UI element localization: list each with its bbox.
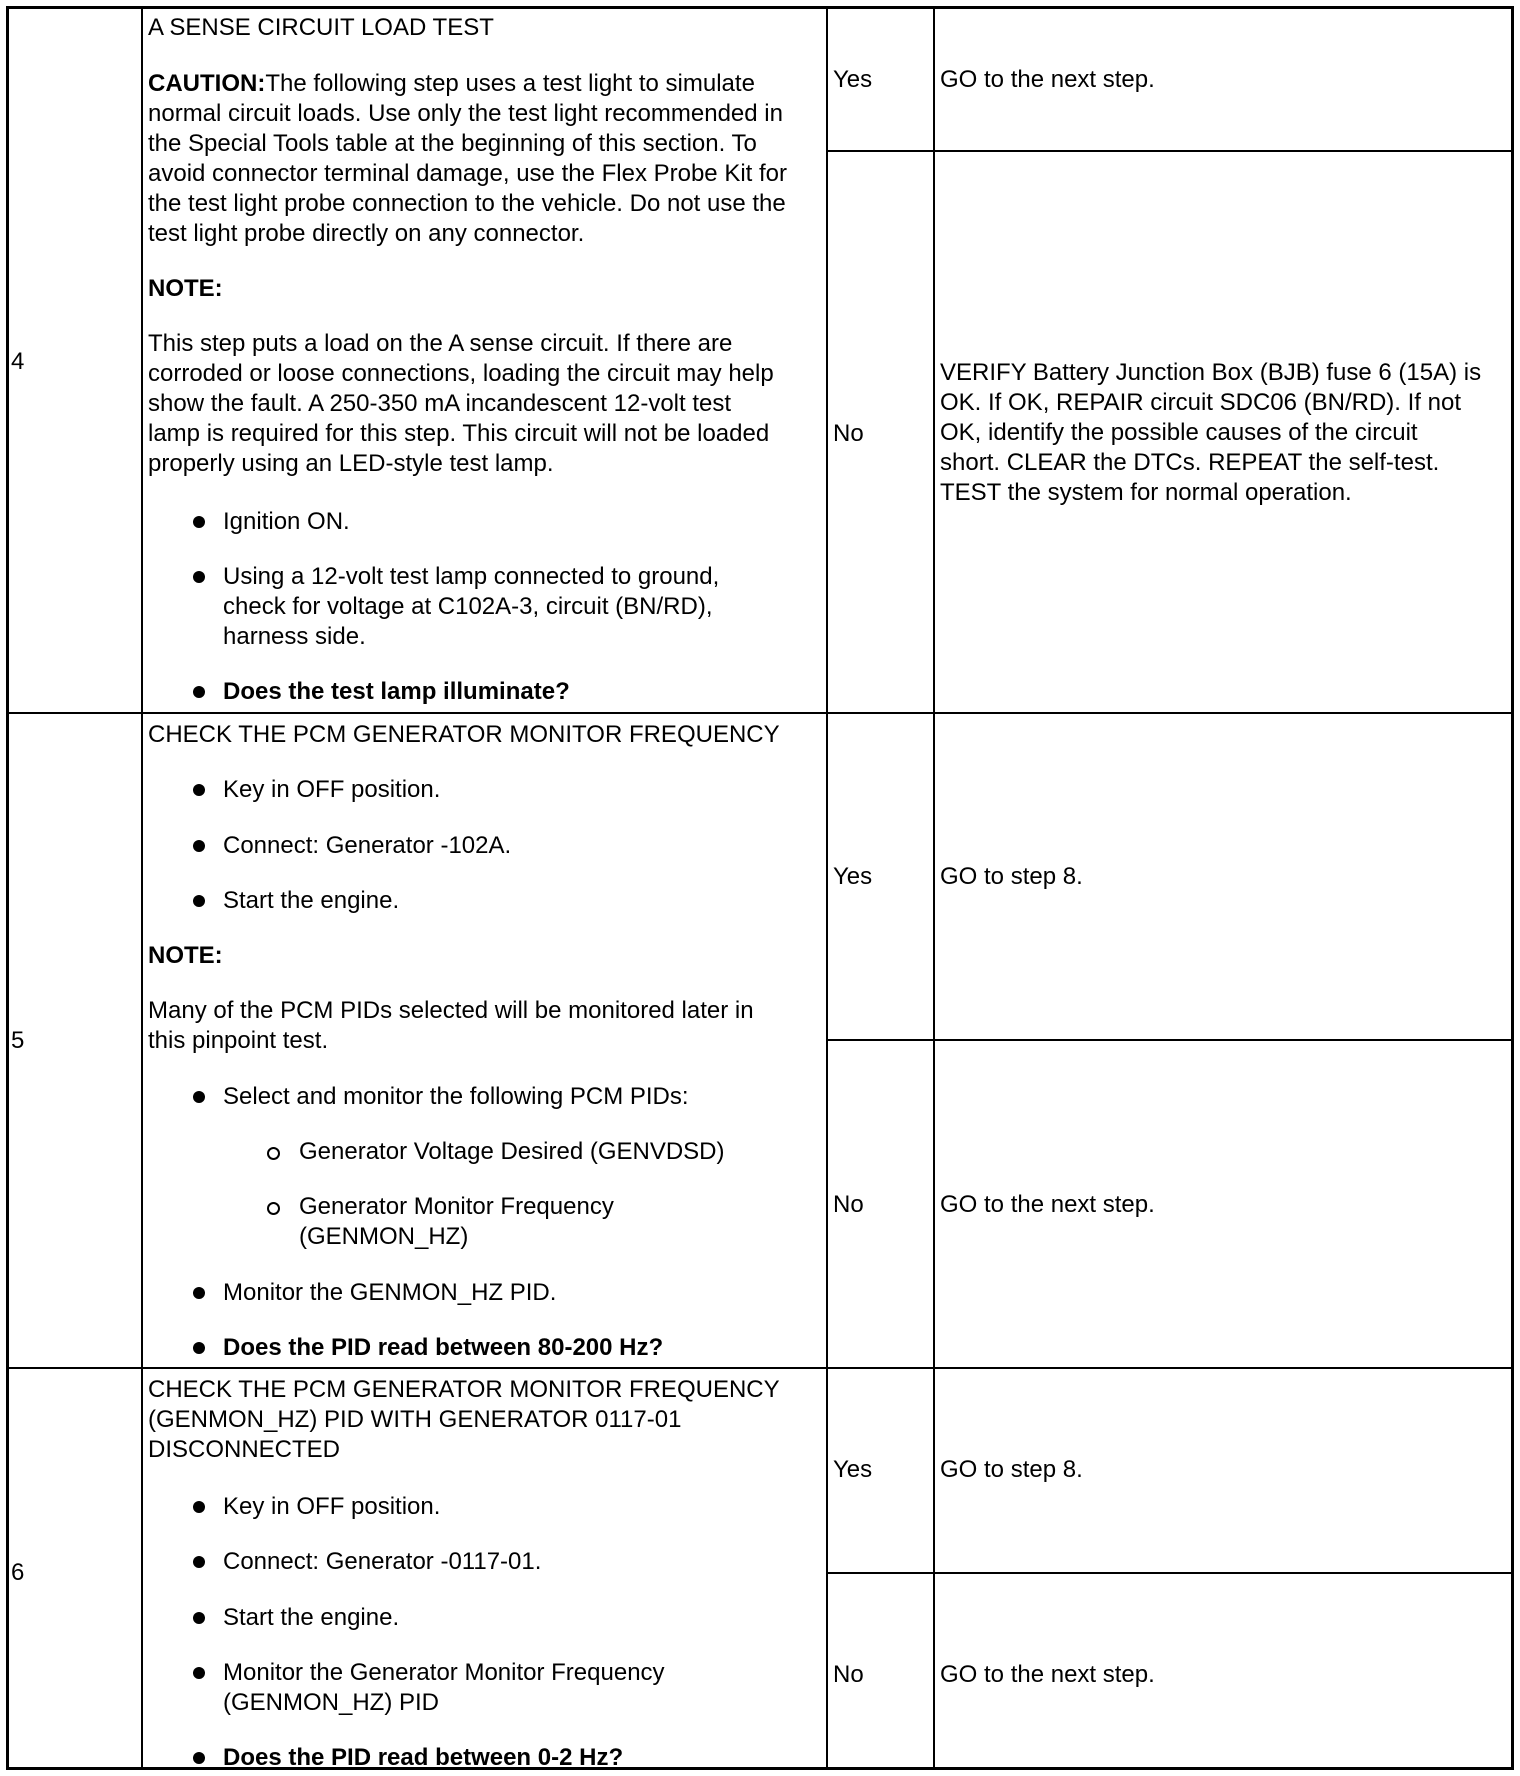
caution-line: normal circuit loads. Use only the test light recommended in xyxy=(148,100,783,127)
result-action: GO to the next step. xyxy=(940,66,1155,93)
bullet-icon xyxy=(193,1667,205,1679)
sub-bullet-item: Generator Voltage Desired (GENVDSD) xyxy=(299,1138,725,1165)
bullet-icon xyxy=(193,1287,205,1299)
note-line: properly using an LED-style test lamp. xyxy=(148,450,554,477)
result-action: GO to step 8. xyxy=(940,863,1083,890)
result-action: VERIFY Battery Junction Box (BJB) fuse 6 (15A) is OK. If OK, REPAIR circuit SDC06 (BN/RD). If not OK, identify the possible causes of the circuit short. CLEAR the DTCs. REPEAT the self-test. TEST the system for normal operation. xyxy=(940,359,1482,506)
sub-bullet-icon xyxy=(267,1202,280,1215)
bullet-icon xyxy=(193,784,205,796)
bullet-item: Key in OFF position. xyxy=(223,776,441,803)
bullet-icon xyxy=(193,895,205,907)
note-line: lamp is required for this step. This circuit will not be loaded xyxy=(148,420,770,447)
step-title: CHECK THE PCM GENERATOR MONITOR FREQUENCY (GENMON_HZ) PID WITH GENERATOR 0117-01 DISCONNECTED xyxy=(148,1376,780,1463)
result-divider-6 xyxy=(826,1572,1514,1574)
column-divider-step xyxy=(141,6,143,1770)
caution-label: CAUTION: xyxy=(148,70,266,97)
bullet-item: Monitor the Generator Monitor Frequency (GENMON_HZ) PID xyxy=(223,1659,665,1716)
bullet-icon xyxy=(193,1556,205,1568)
bullet-item: Connect: Generator -102A. xyxy=(223,832,512,859)
bullet-item: Monitor the GENMON_HZ PID. xyxy=(223,1279,557,1306)
answer-no: No xyxy=(833,1661,864,1688)
bullet-item: Ignition ON. xyxy=(223,508,350,535)
question-bullet: Does the PID read between 0-2 Hz? xyxy=(223,1744,624,1771)
note-line: show the fault. A 250-350 mA incandescent 12-volt test xyxy=(148,390,732,417)
row-divider-5-6 xyxy=(6,1367,1514,1369)
bullet-icon xyxy=(193,686,205,698)
answer-yes: Yes xyxy=(833,66,873,93)
note-label: NOTE: xyxy=(148,942,223,969)
note-line: This step puts a load on the A sense circuit. If there are xyxy=(148,330,733,357)
note-paragraph xyxy=(148,996,754,1056)
bullet-icon xyxy=(193,1091,205,1103)
bullet-item: Start the engine. xyxy=(223,1604,400,1631)
answer-yes: Yes xyxy=(833,1456,873,1483)
step-title: A SENSE CIRCUIT LOAD TEST xyxy=(148,14,494,41)
bullet-icon xyxy=(193,516,205,528)
answer-no: No xyxy=(833,420,864,447)
result-action: GO to step 8. xyxy=(940,1456,1083,1483)
column-divider-action xyxy=(826,6,828,1770)
step-number: 4 xyxy=(11,348,25,375)
caution-line: the test light probe connection to the vehicle. Do not use the xyxy=(148,190,786,217)
caution-line: the Special Tools table at the beginning of this section. To xyxy=(148,130,757,157)
sub-bullet-icon xyxy=(267,1147,280,1160)
row-divider-4-5 xyxy=(6,712,1514,714)
step-number: 6 xyxy=(11,1559,25,1586)
caution-line: avoid connector terminal damage, use the Flex Probe Kit for xyxy=(148,160,787,187)
sub-bullet-item: Generator Monitor Frequency (GENMON_HZ) xyxy=(299,1193,614,1250)
note-line: this pinpoint test. xyxy=(148,1027,329,1054)
bullet-item: Start the engine. xyxy=(223,887,400,914)
note-label: NOTE: xyxy=(148,275,223,302)
step-title: CHECK THE PCM GENERATOR MONITOR FREQUENCY xyxy=(148,721,780,748)
bullet-icon xyxy=(193,571,205,583)
bullet-item: Using a 12-volt test lamp connected to ground, check for voltage at C102A-3, circuit (BN/RD), harness side. xyxy=(223,563,720,650)
bullet-icon xyxy=(193,1342,205,1354)
result-divider-4 xyxy=(826,150,1514,152)
step-number: 5 xyxy=(11,1027,25,1054)
caution-line: CAUTION:The following step uses a test light to simulate xyxy=(148,70,755,97)
column-divider-result xyxy=(933,6,935,1770)
result-divider-5 xyxy=(826,1039,1514,1041)
bullet-item: Connect: Generator -0117-01. xyxy=(223,1548,542,1575)
bullet-icon xyxy=(193,1612,205,1624)
note-paragraph xyxy=(148,329,774,479)
result-action: GO to the next step. xyxy=(940,1191,1155,1218)
answer-no: No xyxy=(833,1191,864,1218)
note-line: corroded or loose connections, loading the circuit may help xyxy=(148,360,774,387)
caution-line: test light probe directly on any connector. xyxy=(148,220,585,247)
note-line: Many of the PCM PIDs selected will be monitored later in xyxy=(148,997,754,1024)
bullet-item: Key in OFF position. xyxy=(223,1493,441,1520)
bullet-item: Select and monitor the following PCM PIDs: xyxy=(223,1083,689,1110)
bullet-icon xyxy=(193,840,205,852)
caution-paragraph xyxy=(148,69,787,249)
question-bullet: Does the PID read between 80-200 Hz? xyxy=(223,1334,664,1361)
question-bullet: Does the test lamp illuminate? xyxy=(223,678,570,705)
bullet-icon xyxy=(193,1501,205,1513)
answer-yes: Yes xyxy=(833,863,873,890)
bullet-icon xyxy=(193,1752,205,1764)
result-action: GO to the next step. xyxy=(940,1661,1155,1688)
